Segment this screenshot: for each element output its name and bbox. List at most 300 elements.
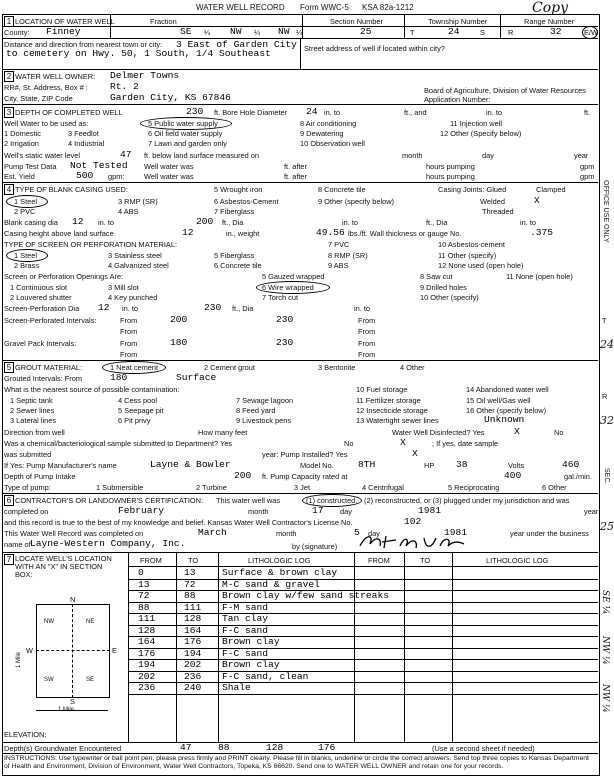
casing-abs: 4 ABS — [118, 207, 139, 216]
casing-asbestos: 6 Asbestos-Cement — [214, 197, 279, 206]
section-4-number: 4 — [4, 184, 14, 195]
casing-concrete: 8 Concrete tile — [318, 185, 366, 194]
type-other: 6 Other — [542, 483, 567, 492]
sp-int-to-value: 230 — [276, 314, 294, 325]
joints-label: Casing Joints: Glued — [438, 185, 507, 194]
side-township: 24 — [600, 338, 614, 351]
side-q1: SE ¼ — [600, 590, 610, 615]
use-industrial: 4 Industrial — [68, 139, 105, 148]
weight-label: in., weight — [226, 229, 260, 238]
bore-dia-value: 24 — [306, 106, 318, 117]
locate-label: LOCATE WELL'S LOCATION WITH AN "X" IN SECTION BOX: — [15, 554, 112, 579]
pump-installed-label: year: Pump Installed? Yes — [262, 450, 348, 459]
board-label: Board of Agriculture, Division of Water Resources — [424, 86, 586, 95]
city-value: Garden City, KS 67846 — [110, 92, 231, 103]
use-label: Well Water to be used as: — [4, 119, 89, 128]
from-2: From — [358, 316, 376, 325]
src-cess: 4 Cess pool — [118, 396, 158, 405]
src-insecticide: 12 Insecticide storage — [356, 406, 428, 415]
business-name: Layne-Western Company, Inc. — [30, 538, 186, 549]
north-label: N — [70, 595, 76, 604]
township-number-label: Township Number — [428, 17, 488, 26]
signature-label: by (signature) — [292, 542, 338, 551]
ksa-number: KSA 82a-1212 — [362, 3, 414, 12]
static-post: ft. below land surface measured on — [144, 151, 260, 160]
use-observation: 10 Observation well — [300, 139, 365, 148]
range-ew: E/W — [584, 28, 598, 37]
src-oil-gas: 15 Oil well/Gas well — [466, 396, 531, 405]
distance-line-1: 3 East of Garden City — [176, 39, 297, 50]
use-lawn: 7 Lawn and garden only — [148, 139, 227, 148]
use-domestic: 1 Domestic — [4, 129, 41, 138]
screen-pvc: 7 PVC — [328, 240, 350, 249]
intake-value: 200 — [234, 470, 252, 481]
year-label: year — [574, 151, 589, 160]
screen-concrete: 6 Concrete tile — [214, 261, 262, 270]
lbs-ft-label: lbs./ft. Wall thickness or gauge No. — [348, 229, 462, 238]
log-row-description: Brown clay — [222, 659, 280, 670]
src-fuel: 10 Fuel storage — [356, 385, 408, 394]
log-row-to: 72 — [184, 578, 196, 590]
log-row-to: 164 — [184, 624, 202, 636]
gw-depth-1: 47 — [180, 742, 192, 753]
mile-horizontal: 1 Mile — [58, 707, 75, 713]
elevation-label: ELEVATION: — [4, 730, 47, 739]
casing-rmp: 3 RMP (SR) — [118, 197, 158, 206]
hp-label: HP — [424, 461, 435, 470]
height-label: Casing height above land surface — [4, 229, 114, 238]
screen-label: TYPE OF SCREEN OR PERFORATION MATERIAL: — [4, 240, 178, 249]
in-to-6: in. to — [122, 304, 139, 313]
volts-value: 460 — [562, 459, 580, 470]
log-row-description: F-C sand — [222, 647, 269, 659]
side-range: 32 — [600, 414, 614, 427]
src-livestock: 9 Livestock pens — [236, 416, 292, 425]
yield-label: Est. Yield — [4, 172, 35, 181]
address-label: RR#, St. Address, Box # : — [4, 83, 88, 92]
location-label: LOCATION OF WATER WELL — [15, 17, 115, 26]
signature — [354, 527, 476, 552]
east-label: E — [112, 646, 117, 655]
manufacturer-value: Layne & Bowler — [150, 459, 231, 470]
open-other: 10 Other (specify) — [420, 293, 479, 302]
log-row-from: 0 — [138, 567, 144, 578]
casing-pvc: 2 PVC — [14, 207, 36, 216]
log-row-description: F-M sand — [222, 601, 269, 613]
record-day: 5 — [354, 527, 360, 538]
use-dewatering: 9 Dewatering — [300, 129, 344, 138]
section-value: 25 — [360, 26, 372, 37]
in-to-7: in. to — [354, 304, 371, 313]
log-to-header-2: TO — [420, 556, 431, 565]
quarter-symbol: ¼ — [204, 28, 211, 37]
type-centrifugal: 4 Centrifugal — [362, 483, 404, 492]
cert-constructed: (1) constructed, — [306, 496, 358, 505]
grout-cement: 2 Cement grout — [204, 363, 255, 372]
groundwater-label: Depth(s) Groundwater Encountered — [4, 744, 122, 753]
log-row-from: 128 — [138, 624, 156, 636]
section-2-number: 2 — [4, 71, 14, 82]
side-t: T — [602, 316, 607, 325]
depth-value: 230 — [186, 106, 204, 117]
log-row-to: 176 — [184, 636, 202, 647]
openings-label: Screen or Perforation Openings Are: — [4, 272, 124, 281]
in-to: in. to — [324, 108, 341, 117]
month-label: month — [402, 151, 423, 160]
log-row-to: 128 — [184, 613, 202, 624]
sp-int-label: Screen-Perforated Intervals: — [4, 316, 97, 325]
gpm2: gpm: — [108, 172, 125, 181]
completed-year: 1981 — [418, 505, 442, 516]
open-continuous: 1 Continuous slot — [10, 283, 68, 292]
month-3: month — [276, 529, 297, 538]
ft-after-2: ft. after — [284, 172, 308, 181]
water-was: Well water was — [144, 162, 194, 171]
ft-dia-3: ft., Dia — [232, 304, 254, 313]
gal-min: gal./min. — [564, 472, 592, 481]
log-header-2: LITHOLOGIC LOG — [486, 556, 549, 565]
log-row-from: 111 — [138, 613, 156, 624]
from-7: From — [120, 350, 138, 359]
form-number: Form WWC-5 — [300, 3, 349, 12]
hours-pumping-2: hours pumping — [426, 172, 475, 181]
gw-depth-2: 88 — [218, 742, 230, 753]
log-row-description: F-C sand, clean — [222, 670, 309, 682]
src-other: 16 Other (specify below) — [466, 406, 547, 415]
screen-fiberglass: 5 Fiberglass — [214, 251, 255, 260]
from-5: From — [120, 339, 138, 348]
street-label: Street address of well if located within city? — [304, 44, 445, 53]
disinfected-no: No — [554, 428, 564, 437]
distance-label: Distance and direction from nearest town or city: — [4, 40, 163, 49]
type-reciprocating: 5 Reciprocating — [448, 483, 500, 492]
cert-text: This water well was — [216, 496, 281, 505]
completed-on-label: completed on — [4, 507, 49, 516]
county-value: Finney — [46, 26, 81, 37]
grout-other: 4 Other — [400, 363, 425, 372]
application-label: Application Number: — [424, 95, 491, 104]
log-from-header-2: FROM — [368, 556, 390, 565]
bore-label: ft. Bore Hole Diameter — [214, 108, 288, 117]
src-feed: 8 Feed yard — [236, 406, 276, 415]
height-value: 12 — [182, 227, 194, 238]
src-septic: 1 Septic tank — [10, 396, 53, 405]
depth-label: DEPTH OF COMPLETED WELL — [15, 108, 123, 117]
use-other: 12 Other (Specify below) — [440, 129, 522, 138]
threaded-label: Threaded — [482, 207, 514, 216]
ne-label: NE — [86, 619, 95, 625]
log-row-description: Brown clay — [222, 636, 280, 647]
use-public-supply: 5 Public water supply — [148, 119, 218, 128]
sp-from-value: 200 — [170, 314, 188, 325]
chem-label: Was a chemical/bacteriological sample submitted to Department? Yes — [4, 439, 233, 448]
cert-options: (2) reconstructed, or (3) plugged under my jurisdiction and was — [364, 496, 570, 505]
src-lateral: 3 Lateral lines — [10, 416, 57, 425]
certification-label: CONTRACTOR'S OR LANDOWNER'S CERTIFICATION: — [15, 496, 204, 505]
range-number-label: Range Number — [524, 17, 575, 26]
manufacturer-label: If Yes: Pump Manufacturer's name — [4, 461, 117, 470]
log-row-to: 13 — [184, 567, 196, 578]
type-submersible: 1 Submersible — [96, 483, 144, 492]
day-2: day — [340, 507, 352, 516]
business-label: year under the business — [510, 529, 589, 538]
capacity-label: ft. Pump Capacity rated at — [262, 472, 348, 481]
clamped-label: Clamped — [536, 185, 566, 194]
hp-value: 38 — [456, 459, 468, 470]
address-value: Rt. 2 — [110, 81, 139, 92]
log-row-from: 202 — [138, 670, 156, 682]
screen-asbestos: 10 Asbestos-cement — [438, 240, 505, 249]
license-value: 102 — [404, 516, 422, 527]
hours-pumping: hours pumping — [426, 162, 475, 171]
ft-and: ft., and — [404, 108, 427, 117]
use-oil-field: 6 Oil field water supply — [148, 129, 223, 138]
quarter-symbol: ¼ — [296, 28, 303, 37]
src-seepage: 5 Seepage pit — [118, 406, 164, 415]
intake-label: Depth of Pump Intake — [4, 472, 76, 481]
yield-value: 500 — [76, 170, 94, 181]
ft-dia: ft., Dia — [222, 218, 244, 227]
side-r: R — [602, 392, 608, 401]
log-row-to: 240 — [184, 682, 202, 693]
log-from-header: FROM — [140, 556, 162, 565]
open-key: 4 Key punched — [108, 293, 158, 302]
welded-x: X — [534, 195, 540, 206]
township-s: S — [480, 28, 485, 37]
gravel-from-value: 180 — [170, 337, 188, 348]
distance-line-2: to cemetery on Hwy. 50, 1 South, 1/4 Southeast — [6, 48, 271, 59]
mile-vertical: 1 Mile — [16, 651, 22, 668]
log-row-to: 194 — [184, 647, 202, 659]
volts-label: Volts — [508, 461, 525, 470]
township-t: T — [410, 28, 415, 37]
log-row-description: Brown clay w/few sand streaks — [222, 590, 389, 601]
blank-to-value: 200 — [196, 216, 214, 227]
open-mill: 3 Mill slot — [108, 283, 139, 292]
open-none: 11 None (open hole) — [506, 272, 573, 281]
from-3: From — [120, 327, 138, 336]
quarter-3: NW — [278, 26, 290, 37]
from-6: From — [358, 339, 376, 348]
sp-dia-value: 12 — [98, 302, 110, 313]
sample-date-label: ; If yes, date sample — [432, 439, 499, 448]
log-row-line — [128, 579, 598, 580]
in-to-3: in. to — [98, 218, 115, 227]
screen-other: 11 Other (specify) — [438, 251, 497, 260]
instructions: INSTRUCTIONS: Use typewriter or ball point pen, please press firmly and PRINT clearly. Please fill in blanks, underline or circle the correct answers. Send top three copies to Kansas Department of Health and Environment, Division of Environment, Water Well Contractors, Topeka, KS 66620. Send one to WATER WELL OWNER and retain one for your records. — [4, 755, 589, 770]
range-r: R — [508, 28, 514, 37]
log-row-from: 72 — [138, 590, 150, 601]
log-row-from: 88 — [138, 601, 150, 613]
grout-neat: 1 Neat cement — [110, 363, 159, 372]
completed-day: 17 — [312, 505, 324, 516]
owner-value: Delmer Towns — [110, 70, 180, 81]
log-row-to: 88 — [184, 590, 196, 601]
casing-wrought: 5 Wrought iron — [214, 185, 263, 194]
casing-steel: 1 Steel — [14, 197, 38, 206]
log-row-description: F-C sand — [222, 624, 269, 636]
log-row-to: 202 — [184, 659, 202, 670]
src-sewer: 2 Sewer lines — [10, 406, 55, 415]
welded-label: Welded — [480, 197, 505, 206]
log-header: LITHOLOGIC LOG — [248, 556, 311, 565]
ft: ft. — [584, 108, 591, 117]
open-louvered: 2 Louvered shutter — [10, 293, 72, 302]
fraction-label: Fraction — [150, 17, 177, 26]
weight-value: 49.56 — [316, 227, 345, 238]
capacity-value: 400 — [504, 470, 522, 481]
gauge-value: .375 — [530, 227, 554, 238]
type-jet: 3 Jet — [294, 483, 311, 492]
pump-installed-x: X — [412, 448, 418, 459]
grouted-from-value: 180 — [110, 372, 128, 383]
disinfected-x: X — [514, 426, 520, 437]
sp-dia-label: Screen-Perforation Dia — [4, 304, 80, 313]
log-row-description: Surface & brown clay — [222, 567, 338, 578]
ft-dia-2: ft., Dia — [426, 218, 448, 227]
log-row-description: Shale — [222, 682, 251, 693]
type-turbine: 2 Turbine — [196, 483, 227, 492]
water-was-2: Well water was — [144, 172, 194, 181]
src-unknown-value: Unknown — [484, 414, 525, 425]
gravel-label: Gravel Pack Intervals: — [4, 339, 77, 348]
casing-other: 9 Other (specify below) — [318, 197, 394, 206]
name-of-label: name of — [4, 540, 31, 549]
src-privy: 6 Pit privy — [118, 416, 151, 425]
section-1-number: 1 — [4, 16, 14, 27]
use-irrigation: 2 Irrigation — [4, 139, 39, 148]
model-value: 8TH — [358, 459, 376, 470]
log-row-from: 194 — [138, 659, 156, 670]
second-sheet-note: (Use a second sheet if needed) — [432, 744, 535, 753]
open-torch: 7 Torch cut — [262, 293, 299, 302]
static-value: 47 — [120, 149, 132, 160]
casing-label: TYPE OF BLANK CASING USED: — [15, 185, 128, 194]
city-label: City, State, ZIP Code — [4, 94, 73, 103]
screen-rmp: 8 RMP (SR) — [328, 251, 368, 260]
side-sec: SEC. — [603, 468, 610, 485]
office-use-label: OFFICE USE ONLY — [602, 180, 609, 243]
src-watertight: 13 Watertight sewer lines — [356, 416, 439, 425]
blank-dia-value: 12 — [72, 216, 84, 227]
county-label: County: — [4, 28, 30, 37]
pump-test-label: Pump Test Data — [4, 162, 57, 171]
in-to-2: in. to — [486, 108, 503, 117]
se-label: SE — [86, 677, 95, 683]
open-drilled: 9 Drilled holes — [420, 283, 467, 292]
quarter-2: NW — [230, 26, 242, 37]
src-fertilizer: 11 Fertilizer storage — [356, 396, 421, 405]
submitted-label: was submitted — [4, 450, 52, 459]
year-2: year — [584, 507, 599, 516]
screen-brass: 2 Brass — [14, 261, 40, 270]
casing-fiberglass: 7 Fiberglass — [214, 207, 255, 216]
section-7-number: 7 — [4, 554, 14, 565]
grout-label: GROUT MATERIAL: — [15, 363, 83, 372]
log-row-description: M-C sand & gravel — [222, 578, 320, 590]
open-wire: 6 Wire wrapped — [262, 283, 314, 292]
owner-label: WATER WELL OWNER: — [15, 72, 96, 81]
screen-stainless: 3 Stainless steel — [108, 251, 162, 260]
side-q2: NW ¼ — [600, 636, 610, 665]
blank-dia-label: Blank casing dia — [4, 218, 58, 227]
model-label: Model No. — [300, 461, 334, 470]
log-row-to: 111 — [184, 601, 202, 613]
use-injection: 11 Injection well — [450, 119, 503, 128]
chem-x: X — [400, 437, 406, 448]
section-number-label: Section Number — [330, 17, 383, 26]
chem-no: No — [344, 439, 354, 448]
gpm: gpm — [580, 162, 595, 171]
disinfected-label: Water Well Disinfected? Yes — [392, 428, 485, 437]
log-row-from: 13 — [138, 578, 150, 590]
static-label: Well's static water level — [4, 151, 81, 160]
from-8: From — [358, 350, 376, 359]
from-1: From — [120, 316, 138, 325]
src-lagoon: 7 Sewage lagoon — [236, 396, 294, 405]
open-gauzed: 5 Gauzed wrapped — [262, 272, 325, 281]
grout-bentonite: 3 Bentonite — [318, 363, 356, 372]
month-2: month — [248, 507, 269, 516]
gw-depth-3: 128 — [266, 742, 284, 753]
log-row-description: Tan clay — [222, 613, 269, 624]
township-value: 24 — [448, 26, 460, 37]
day-3: day — [368, 529, 380, 538]
log-row-line — [128, 694, 598, 695]
src-abandoned: 14 Abandoned water well — [466, 385, 549, 394]
in-to-5: in. to — [520, 218, 537, 227]
log-row-from: 176 — [138, 647, 156, 659]
section-3-number: 3 — [4, 107, 14, 118]
record-month: March — [198, 527, 227, 538]
open-saw: 8 Saw cut — [420, 272, 453, 281]
grouted-to-value: Surface — [176, 372, 217, 383]
in-to-4: in. to — [342, 218, 359, 227]
completed-month: February — [118, 505, 165, 516]
log-row-from: 236 — [138, 682, 156, 693]
log-row-to: 236 — [184, 670, 202, 682]
direction-label: Direction from well — [4, 428, 65, 437]
range-value: 32 — [550, 26, 562, 37]
side-q3: NW ¼ — [600, 684, 610, 713]
pump-test-value: Not Tested — [70, 160, 128, 171]
sw-label: SW — [44, 677, 54, 683]
screen-galvanized: 4 Galvanized steel — [108, 261, 169, 270]
nw-label: NW — [44, 619, 54, 625]
contamination-label: What is the nearest source of possible contamination: — [4, 385, 180, 394]
day-label: day — [482, 151, 494, 160]
gravel-to-value: 230 — [276, 337, 294, 348]
use-feedlot: 3 Feedlot — [68, 129, 99, 138]
screen-none: 12 None used (open hole) — [438, 261, 524, 270]
log-to-header: TO — [188, 556, 199, 565]
sp-to-value: 230 — [204, 302, 222, 313]
how-many-feet: How many feet — [198, 428, 248, 437]
ft-after: ft. after — [284, 162, 308, 171]
section-5-number: 5 — [4, 362, 14, 373]
pump-type-label: Type of pump: — [4, 483, 51, 492]
gw-depth-4: 176 — [318, 742, 336, 753]
true-text: and this record is true to the best of my knowledge and belief. Kansas Water Well Contractor's License No. — [4, 518, 353, 527]
form-title: WATER WELL RECORD — [196, 3, 285, 12]
record-completed-label: This Water Well Record was completed on — [4, 529, 144, 538]
side-section: 25 — [600, 520, 614, 533]
use-air: 8 Air conditioning — [300, 119, 357, 128]
constructed-circle — [302, 494, 362, 507]
from-4: From — [358, 327, 376, 336]
gpm-2: gpm — [580, 172, 595, 181]
log-row-from: 164 — [138, 636, 156, 647]
